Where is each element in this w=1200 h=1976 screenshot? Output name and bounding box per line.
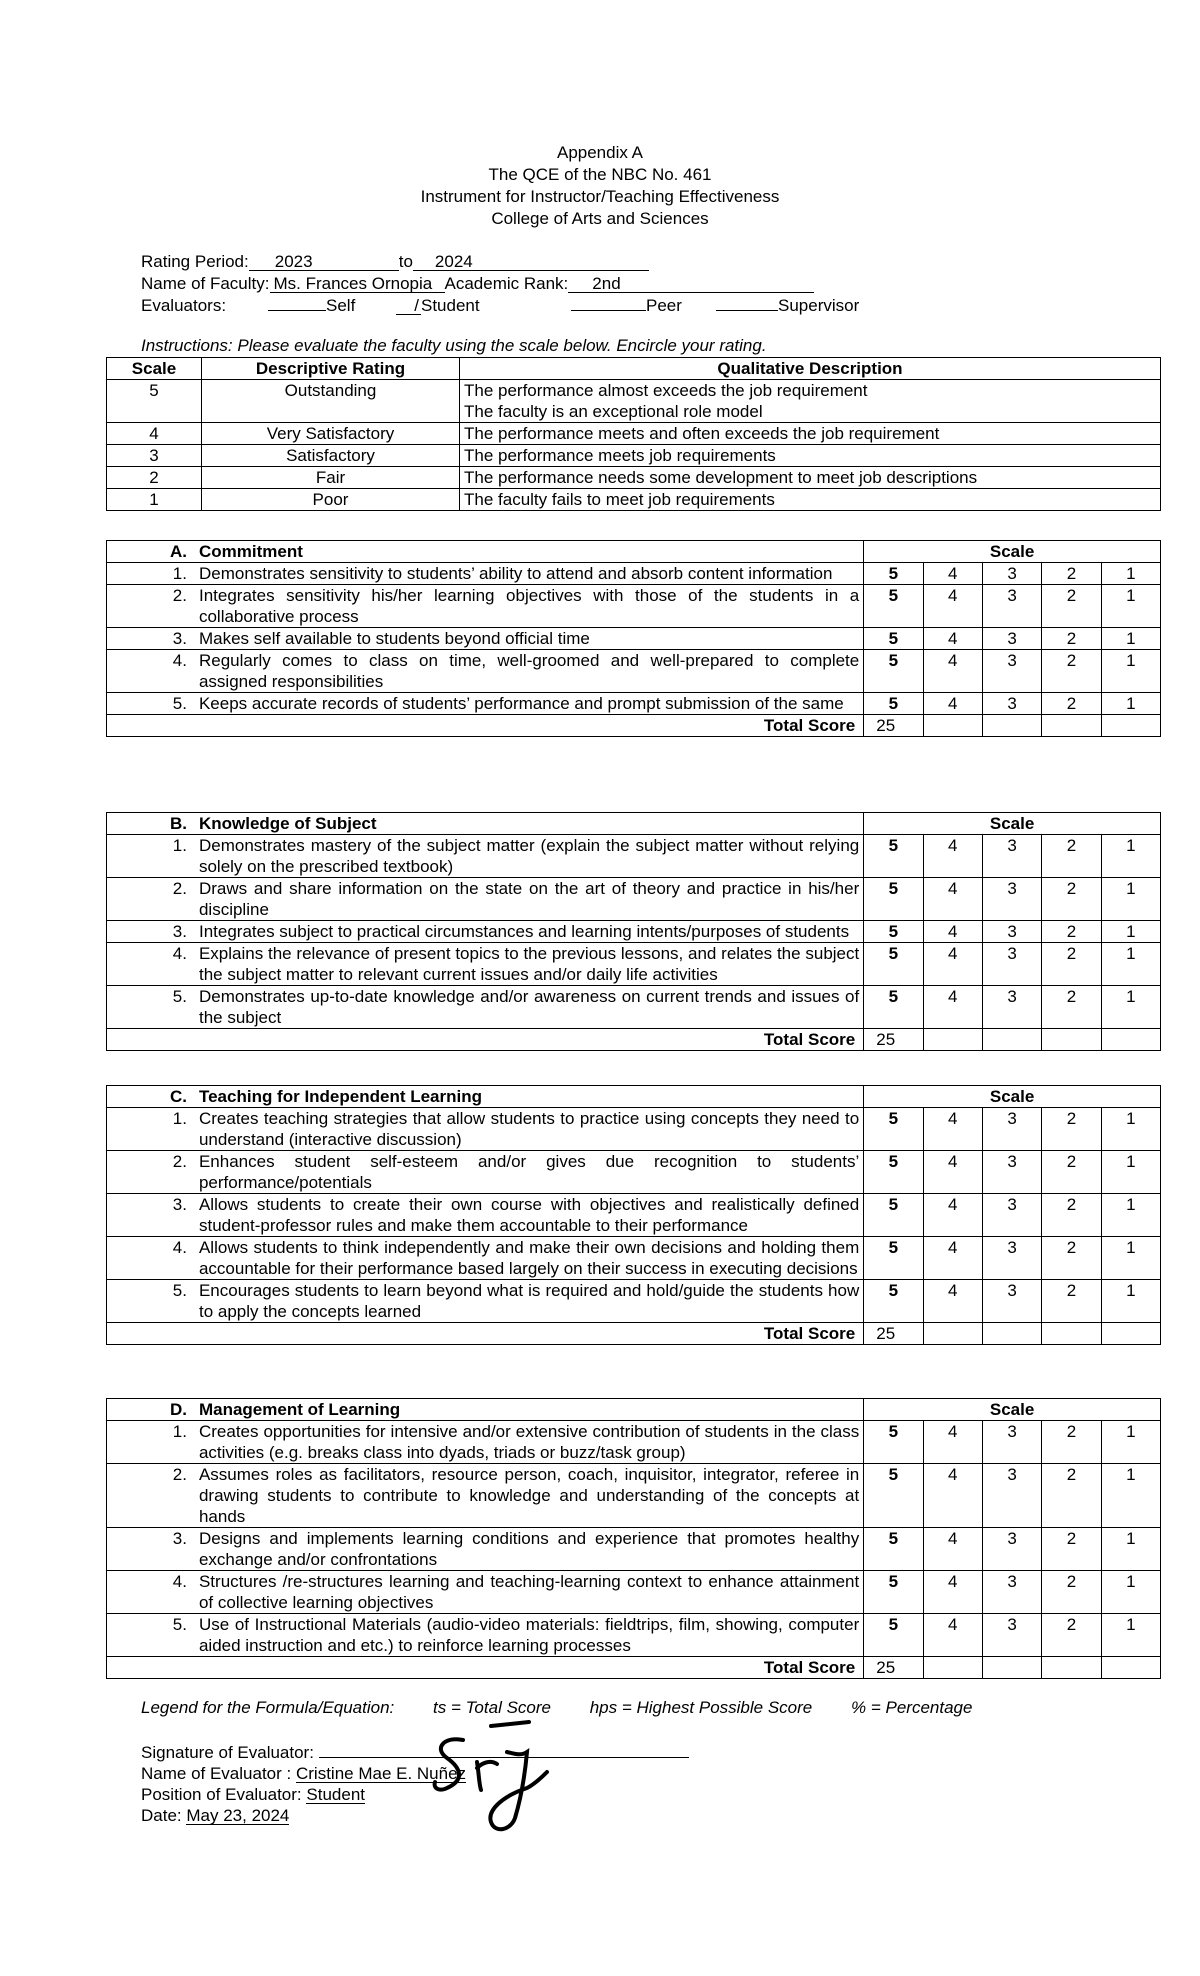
criterion-text: Creates opportunities for intensive and/or extensive contribution of students in the class activities (e.g. breaks class into dyads, triads or buzz/task group) [195,1421,864,1464]
empty-cell [1042,1323,1101,1345]
rating-option-2[interactable]: 2 [1042,921,1101,943]
criterion-number: 4. [107,1571,195,1614]
criterion-text: Integrates subject to practical circumstances and learning intents/purposes of students [195,921,864,943]
criterion-row [107,585,1161,628]
instructions-text: Instructions: Please evaluate the faculty using the scale below. Encircle your rating. [141,336,767,355]
criterion-number: 3. [107,628,195,650]
rating-option-4[interactable]: 4 [923,1237,982,1280]
evaluator-name-label: Name of Evaluator : [141,1764,292,1783]
student-check-mark: / [396,297,421,315]
description-line: The faculty is an exceptional role model [464,402,763,421]
scale-row-5 [107,380,1161,423]
criterion-text: Allows students to think independently and make their own decisions and holding them accountable for their performance based largely on their success in executing decisions [195,1237,864,1280]
rating-option-3[interactable]: 3 [982,1614,1041,1657]
evaluator-position-label: Position of Evaluator: [141,1785,302,1804]
criterion-text: Regularly comes to class on time, well-groomed and well-prepared to complete assigned responsibilities [195,650,864,693]
evaluation-date-row [141,1805,689,1826]
scale-value: 2 [107,467,202,489]
scale-value: 1 [107,489,202,511]
rating-option-3[interactable]: 3 [982,1237,1041,1280]
rating-option-1[interactable]: 1 [1101,628,1160,650]
rating-option-1[interactable]: 1 [1101,1528,1160,1571]
rating-option-5[interactable]: 5 [864,650,923,693]
rating-option-4[interactable]: 4 [923,878,982,921]
empty-cell [923,1029,982,1051]
rating-option-2[interactable]: 2 [1042,1237,1101,1280]
criterion-row [107,563,1161,585]
criterion-text: Makes self available to students beyond official time [195,628,864,650]
criterion-row [107,835,1161,878]
scale-header: Scale [864,813,1161,835]
criterion-number: 3. [107,921,195,943]
rating-option-5[interactable]: 5 [864,1421,923,1464]
criterion-text: Assumes roles as facilitators, resource person, coach, inquisitor, integrator, referee in drawing students to contribute to knowledge and understanding of the concepts at hands [195,1464,864,1528]
rating-option-2[interactable]: 2 [1042,1280,1101,1323]
college-title: College of Arts and Sciences [491,209,709,228]
empty-cell [982,1323,1041,1345]
rating-option-1[interactable]: 1 [1101,921,1160,943]
descriptive-rating: Very Satisfactory [202,423,460,445]
rating-option-2[interactable]: 2 [1042,1421,1101,1464]
criterion-text: Explains the relevance of present topics to the previous lessons, and relates the subject the subject matter to relevant current issues and/or daily life activities [195,943,864,986]
rating-option-5[interactable]: 5 [864,1528,923,1571]
rating-option-5[interactable]: 5 [864,585,923,628]
rating-option-1[interactable]: 1 [1101,1614,1160,1657]
criterion-row [107,1421,1161,1464]
evaluator-name-value: Cristine Mae E. Nuñez [295,1764,467,1783]
empty-cell [923,715,982,737]
rating-option-5[interactable]: 5 [864,563,923,585]
handwritten-signature [425,1718,550,1838]
criterion-text: Structures /re-structures learning and teaching-learning context to enhance attainment of collective learning objectives [195,1571,864,1614]
rating-option-3[interactable]: 3 [982,1280,1041,1323]
criterion-row [107,878,1161,921]
evaluators-row [141,295,859,317]
criterion-number: 4. [107,650,195,693]
section-title: Commitment [195,541,864,563]
rating-option-1[interactable]: 1 [1101,1237,1160,1280]
rating-option-3[interactable]: 3 [982,693,1041,715]
criterion-text: Encourages students to learn beyond what is required and hold/guide the students how to apply the concepts learned [195,1280,864,1323]
rating-option-5[interactable]: 5 [864,835,923,878]
rating-option-2[interactable]: 2 [1042,563,1101,585]
section-header-row [107,541,1161,563]
qualitative-description: The performance meets and often exceeds the job requirement [460,423,1161,445]
rating-option-3[interactable]: 3 [982,563,1041,585]
empty-cell [982,1657,1041,1679]
criterion-row [107,650,1161,693]
criterion-number: 2. [107,585,195,628]
section-letter: A. [107,541,195,563]
supervisor-check-blank [716,310,778,311]
scale-header: Scale [864,1399,1161,1421]
academic-rank-value: 2nd [568,275,814,293]
criterion-row [107,1151,1161,1194]
rating-option-1[interactable]: 1 [1101,835,1160,878]
rating-option-4[interactable]: 4 [923,1614,982,1657]
evaluator-name-row [141,1763,689,1784]
criterion-number: 2. [107,1464,195,1528]
rating-option-5[interactable]: 5 [864,693,923,715]
scale-value: 5 [107,380,202,423]
rating-option-4[interactable]: 4 [923,628,982,650]
rating-option-3[interactable]: 3 [982,1571,1041,1614]
rating-option-2[interactable]: 2 [1042,835,1101,878]
rating-option-1[interactable]: 1 [1101,943,1160,986]
academic-rank-label: Academic Rank: [444,274,569,293]
rating-option-4[interactable]: 4 [923,650,982,693]
rating-option-1[interactable]: 1 [1101,1194,1160,1237]
criterion-text: Use of Instructional Materials (audio-video materials: fieldtrips, film, showing, computer aided instruction and etc.) to reinforce learning processes [195,1614,864,1657]
criterion-number: 5. [107,693,195,715]
total-score-row [107,1657,1161,1679]
rating-option-4[interactable]: 4 [923,1108,982,1151]
criterion-row [107,1237,1161,1280]
empty-cell [1101,1323,1160,1345]
appendix-title: Appendix A [556,143,643,162]
rating-option-5[interactable]: 5 [864,1614,923,1657]
rating-option-3[interactable]: 3 [982,943,1041,986]
total-score-label: Total Score [107,715,864,737]
rating-option-5[interactable]: 5 [864,1571,923,1614]
rating-option-1[interactable]: 1 [1101,693,1160,715]
supervisor-option-label: Supervisor [778,296,860,315]
criterion-number: 4. [107,943,195,986]
criterion-text: Draws and share information on the state on the art of theory and practice in his/her discipline [195,878,864,921]
total-score-value: 25 [864,1657,923,1679]
faculty-name-value: Ms. Frances Ornopia [270,275,445,293]
rating-option-2[interactable]: 2 [1042,1108,1101,1151]
section-header-row [107,1086,1161,1108]
rating-option-2[interactable]: 2 [1042,986,1101,1029]
criterion-text: Keeps accurate records of students’ performance and prompt submission of the same [195,693,864,715]
rating-option-2[interactable]: 2 [1042,878,1101,921]
rating-option-4[interactable]: 4 [923,1280,982,1323]
rating-option-4[interactable]: 4 [923,943,982,986]
rating-option-3[interactable]: 3 [982,1151,1041,1194]
rating-option-1[interactable]: 1 [1101,563,1160,585]
qualitative-description: The performance needs some development to meet job descriptions [460,467,1161,489]
rating-period-row [141,251,859,273]
rating-option-5[interactable]: 5 [864,1464,923,1528]
rating-option-1[interactable]: 1 [1101,1108,1160,1151]
qualitative-description: The faculty fails to meet job requirements [460,489,1161,511]
rating-option-2[interactable]: 2 [1042,1194,1101,1237]
criterion-number: 2. [107,878,195,921]
criterion-number: 5. [107,1280,195,1323]
criterion-text: Demonstrates mastery of the subject matter (explain the subject matter without relying solely on the prescribed textbook) [195,835,864,878]
criterion-row [107,1280,1161,1323]
empty-cell [1101,715,1160,737]
faculty-row [141,273,859,295]
descriptive-rating: Satisfactory [202,445,460,467]
scale-row-3 [107,445,1161,467]
rating-option-3[interactable]: 3 [982,878,1041,921]
rating-option-3[interactable]: 3 [982,921,1041,943]
rating-option-2[interactable]: 2 [1042,1464,1101,1528]
section-table [106,812,1161,1051]
rating-option-1[interactable]: 1 [1101,1151,1160,1194]
rating-option-4[interactable]: 4 [923,1194,982,1237]
signature-label: Signature of Evaluator: [141,1743,314,1762]
rating-option-5[interactable]: 5 [864,1151,923,1194]
scale-row-1 [107,489,1161,511]
rating-option-2[interactable]: 2 [1042,585,1101,628]
rating-option-2[interactable]: 2 [1042,1614,1101,1657]
evaluator-position-value: Student [306,1785,365,1804]
rating-option-4[interactable]: 4 [923,835,982,878]
rating-option-1[interactable]: 1 [1101,1280,1160,1323]
rating-option-5[interactable]: 5 [864,1237,923,1280]
rating-option-2[interactable]: 2 [1042,1151,1101,1194]
total-score-value: 25 [864,1323,923,1345]
instrument-title: Instrument for Instructor/Teaching Effectiveness [420,187,780,206]
rating-to-label: to [398,252,413,271]
section-table [106,540,1161,737]
criterion-number: 1. [107,1421,195,1464]
empty-cell [982,1029,1041,1051]
empty-cell [1101,1657,1160,1679]
document-header [0,142,1200,230]
description-line: The performance almost exceeds the job requirement [464,381,868,400]
criterion-number: 5. [107,1614,195,1657]
rating-option-2[interactable]: 2 [1042,1528,1101,1571]
rating-option-5[interactable]: 5 [864,1280,923,1323]
rating-option-1[interactable]: 1 [1101,986,1160,1029]
rating-from-value: 2023 [249,253,399,271]
faculty-label: Name of Faculty: [141,274,270,293]
total-score-label: Total Score [107,1029,864,1051]
criterion-number: 4. [107,1237,195,1280]
section-table [106,1085,1161,1345]
rating-option-1[interactable]: 1 [1101,650,1160,693]
rating-option-3[interactable]: 3 [982,650,1041,693]
rating-option-3[interactable]: 3 [982,628,1041,650]
criterion-text: Designs and implements learning conditions and experience that promotes healthy exchange and/or confrontations [195,1528,864,1571]
rating-option-4[interactable]: 4 [923,563,982,585]
total-score-value: 25 [864,715,923,737]
rating-option-3[interactable]: 3 [982,1194,1041,1237]
criterion-number: 3. [107,1194,195,1237]
section-title: Teaching for Independent Learning [195,1086,864,1108]
qualitative-description [460,380,1161,423]
qualitative-column-header: Qualitative Description [460,358,1161,380]
formula-legend [141,1698,1006,1718]
empty-cell [1101,1029,1160,1051]
evaluation-meta [141,251,859,317]
empty-cell [923,1657,982,1679]
rating-option-5[interactable]: 5 [864,921,923,943]
total-score-value: 25 [864,1029,923,1051]
rating-option-5[interactable]: 5 [864,628,923,650]
total-score-row [107,715,1161,737]
scale-value: 4 [107,423,202,445]
qualitative-description: The performance meets job requirements [460,445,1161,467]
legend-ts: ts = Total Score [433,1698,551,1717]
section-letter: B. [107,813,195,835]
criterion-row [107,921,1161,943]
rating-scale-table [106,357,1161,511]
rating-option-5[interactable]: 5 [864,878,923,921]
evaluator-position-row [141,1784,689,1805]
rating-option-2[interactable]: 2 [1042,693,1101,715]
criterion-text: Demonstrates up-to-date knowledge and/or awareness on current trends and issues of the subject [195,986,864,1029]
rating-option-4[interactable]: 4 [923,986,982,1029]
descriptive-rating: Fair [202,467,460,489]
total-score-label: Total Score [107,1323,864,1345]
rating-option-1[interactable]: 1 [1101,1571,1160,1614]
evaluator-footer [141,1742,689,1826]
empty-cell [982,715,1041,737]
scale-column-header: Scale [107,358,202,380]
rating-option-5[interactable]: 5 [864,1108,923,1151]
rating-option-4[interactable]: 4 [923,693,982,715]
rating-option-4[interactable]: 4 [923,1151,982,1194]
criterion-number: 3. [107,1528,195,1571]
criterion-row [107,628,1161,650]
scale-table-header [107,358,1161,380]
signature-row [141,1742,689,1763]
rating-option-1[interactable]: 1 [1101,878,1160,921]
scale-header: Scale [864,541,1161,563]
section-title: Knowledge of Subject [195,813,864,835]
rating-option-5[interactable]: 5 [864,943,923,986]
criterion-row [107,1528,1161,1571]
section-letter: C. [107,1086,195,1108]
rating-option-1[interactable]: 1 [1101,585,1160,628]
section-letter: D. [107,1399,195,1421]
total-score-label: Total Score [107,1657,864,1679]
rating-option-3[interactable]: 3 [982,1108,1041,1151]
criterion-row [107,1464,1161,1528]
criterion-text: Allows students to create their own course with objectives and realistically defined student-professor rules and make them accountable to their performance [195,1194,864,1237]
rating-option-4[interactable]: 4 [923,921,982,943]
criterion-number: 1. [107,563,195,585]
section-table [106,1398,1161,1679]
criterion-row [107,1194,1161,1237]
rating-option-3[interactable]: 3 [982,585,1041,628]
criterion-text: Integrates sensitivity his/her learning objectives with those of the students in a collaborative process [195,585,864,628]
section-header-row [107,813,1161,835]
empty-cell [1042,715,1101,737]
rating-option-1[interactable]: 1 [1101,1464,1160,1528]
evaluation-date-value: May 23, 2024 [186,1806,290,1825]
rating-option-2[interactable]: 2 [1042,943,1101,986]
descriptive-column-header: Descriptive Rating [202,358,460,380]
scale-header: Scale [864,1086,1161,1108]
rating-option-2[interactable]: 2 [1042,628,1101,650]
self-check-blank [268,310,326,311]
rating-option-3[interactable]: 3 [982,986,1041,1029]
evaluators-label: Evaluators: [141,296,227,315]
legend-hps: hps = Highest Possible Score [589,1698,813,1717]
criterion-row [107,1614,1161,1657]
peer-check-blank [571,310,646,311]
total-score-row [107,1029,1161,1051]
scale-row-4 [107,423,1161,445]
criterion-text: Demonstrates sensitivity to students’ ability to attend and absorb content information [195,563,864,585]
criterion-text: Creates teaching strategies that allow students to practice using concepts they need to understand (interactive discussion) [195,1108,864,1151]
rating-option-2[interactable]: 2 [1042,650,1101,693]
rating-option-1[interactable]: 1 [1101,1421,1160,1464]
criterion-number: 5. [107,986,195,1029]
criterion-row [107,693,1161,715]
rating-option-4[interactable]: 4 [923,1464,982,1528]
rating-option-5[interactable]: 5 [864,986,923,1029]
empty-cell [1042,1657,1101,1679]
empty-cell [923,1323,982,1345]
rating-option-3[interactable]: 3 [982,1528,1041,1571]
criterion-number: 1. [107,835,195,878]
criterion-row [107,943,1161,986]
rating-option-2[interactable]: 2 [1042,1571,1101,1614]
rating-option-4[interactable]: 4 [923,1528,982,1571]
legend-label: Legend for the Formula/Equation: [141,1698,395,1717]
self-option-label: Self [326,296,356,315]
rating-option-4[interactable]: 4 [923,585,982,628]
total-score-row [107,1323,1161,1345]
section-title: Management of Learning [195,1399,864,1421]
criterion-number: 1. [107,1108,195,1151]
evaluation-date-label: Date: [141,1806,182,1825]
rating-option-3[interactable]: 3 [982,1464,1041,1528]
rating-option-3[interactable]: 3 [982,1421,1041,1464]
criterion-row [107,1571,1161,1614]
student-option-label: Student [421,296,480,315]
rating-period-label: Rating Period: [141,252,249,271]
rating-option-3[interactable]: 3 [982,835,1041,878]
empty-cell [1042,1029,1101,1051]
criterion-number: 2. [107,1151,195,1194]
descriptive-rating: Poor [202,489,460,511]
rating-option-4[interactable]: 4 [923,1571,982,1614]
criterion-text: Enhances student self-esteem and/or gives due recognition to students’ performance/potentials [195,1151,864,1194]
section-header-row [107,1399,1161,1421]
legend-percentage: % = Percentage [851,1698,973,1717]
criterion-row [107,986,1161,1029]
scale-value: 3 [107,445,202,467]
scale-row-2 [107,467,1161,489]
criterion-row [107,1108,1161,1151]
rating-option-4[interactable]: 4 [923,1421,982,1464]
qce-title: The QCE of the NBC No. 461 [488,165,712,184]
rating-option-5[interactable]: 5 [864,1194,923,1237]
descriptive-rating: Outstanding [202,380,460,423]
peer-option-label: Peer [646,296,682,315]
rating-to-value: 2024 [413,253,649,271]
